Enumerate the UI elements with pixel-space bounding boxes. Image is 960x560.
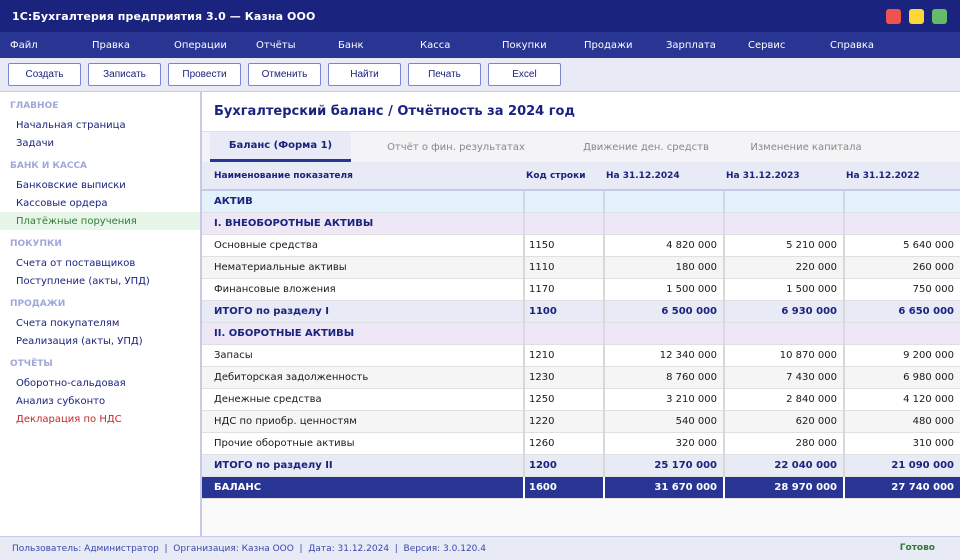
table-row[interactable] xyxy=(202,432,960,454)
cell-2023: 620 000 xyxy=(724,410,844,432)
cell-2022: 4 120 000 xyxy=(844,388,960,410)
cell-2022: 750 000 xyxy=(844,278,960,300)
sidebar-item-trial-balance[interactable]: Оборотно-сальдовая xyxy=(16,377,126,389)
cell-2024: 25 170 000 xyxy=(604,454,724,476)
cell-2022 xyxy=(844,190,960,212)
sidebar-group-reports: ОТЧЁТЫ xyxy=(10,359,53,369)
print-button[interactable]: Печать xyxy=(408,63,481,86)
tab-balance[interactable]: Баланс (Форма 1) xyxy=(210,132,351,162)
toolbar xyxy=(0,58,960,92)
sidebar-group-main: ГЛАВНОЕ xyxy=(10,101,59,111)
tab-capital-changes[interactable]: Изменение капитала xyxy=(750,141,862,153)
cell-2023 xyxy=(724,190,844,212)
cell-2024: 320 000 xyxy=(604,432,724,454)
sidebar-item-home[interactable]: Начальная страница xyxy=(16,119,126,131)
cell-2023: 10 870 000 xyxy=(724,344,844,366)
cell-2023: 6 930 000 xyxy=(724,300,844,322)
cell-2023: 220 000 xyxy=(724,256,844,278)
cell-code xyxy=(524,212,604,234)
table-section-row xyxy=(202,212,960,234)
sidebar-item-customer-invoices[interactable]: Счета покупателям xyxy=(16,317,120,329)
find-button[interactable]: Найти xyxy=(328,63,401,86)
sidebar-item-cash-orders[interactable]: Кассовые ордера xyxy=(16,197,108,209)
table-row[interactable] xyxy=(202,234,960,256)
cell-code: 1110 xyxy=(524,256,604,278)
table-header-row xyxy=(202,162,960,190)
sidebar-item-sales-docs[interactable]: Реализация (акты, УПД) xyxy=(16,335,143,347)
cell-name: II. ОБОРОТНЫЕ АКТИВЫ xyxy=(202,322,524,344)
cell-2024: 12 340 000 xyxy=(604,344,724,366)
table-balance-row[interactable] xyxy=(202,476,960,498)
cell-2024 xyxy=(604,212,724,234)
cell-2022 xyxy=(844,212,960,234)
cell-2024: 1 500 000 xyxy=(604,278,724,300)
cell-2023 xyxy=(724,212,844,234)
table-row[interactable] xyxy=(202,256,960,278)
cell-2024: 6 500 000 xyxy=(604,300,724,322)
tab-financial-results[interactable]: Отчёт о фин. результатах xyxy=(387,141,525,153)
cell-2022: 27 740 000 xyxy=(844,476,960,498)
create-button[interactable]: Создать xyxy=(8,63,81,86)
cell-2024: 4 820 000 xyxy=(604,234,724,256)
cell-name: АКТИВ xyxy=(202,190,524,212)
menu-bar xyxy=(0,32,960,58)
cell-2022: 260 000 xyxy=(844,256,960,278)
cell-code: 1150 xyxy=(524,234,604,256)
sidebar-item-payment-orders[interactable]: Платёжные поручения xyxy=(0,212,200,230)
column-header-name: Наименование показателя xyxy=(202,162,524,190)
menu-purchases[interactable]: Покупки xyxy=(502,39,547,51)
cell-2023: 2 840 000 xyxy=(724,388,844,410)
table-row[interactable] xyxy=(202,388,960,410)
sidebar-item-tasks[interactable]: Задачи xyxy=(16,137,54,149)
cell-code: 1210 xyxy=(524,344,604,366)
cell-code: 1170 xyxy=(524,278,604,300)
report-tabs xyxy=(202,132,960,162)
cell-2022 xyxy=(844,322,960,344)
sidebar-item-supplier-invoices[interactable]: Счета от поставщиков xyxy=(16,257,136,269)
column-header-2022: На 31.12.2022 xyxy=(844,162,960,190)
cell-code: 1250 xyxy=(524,388,604,410)
cell-code: 1220 xyxy=(524,410,604,432)
table-total-row[interactable] xyxy=(202,300,960,322)
menu-operations[interactable]: Операции xyxy=(174,39,227,51)
menu-help[interactable]: Справка xyxy=(830,39,875,51)
cell-2023: 7 430 000 xyxy=(724,366,844,388)
maximize-icon[interactable] xyxy=(932,9,947,24)
cell-name: Прочие оборотные активы xyxy=(202,432,524,454)
menu-file[interactable]: Файл xyxy=(10,39,38,51)
window-title: 1С:Бухгалтерия предприятия 3.0 — Казна ООО xyxy=(12,9,316,23)
table-row[interactable] xyxy=(202,344,960,366)
cell-2023 xyxy=(724,322,844,344)
cell-name: Денежные средства xyxy=(202,388,524,410)
minimize-icon[interactable] xyxy=(909,9,924,24)
cell-name: Финансовые вложения xyxy=(202,278,524,300)
cell-name: Нематериальные активы xyxy=(202,256,524,278)
menu-bank[interactable]: Банк xyxy=(338,39,364,51)
balance-table xyxy=(202,162,960,499)
cell-2023: 1 500 000 xyxy=(724,278,844,300)
table-total-row[interactable] xyxy=(202,454,960,476)
sidebar-group-purchases: ПОКУПКИ xyxy=(10,239,62,249)
cell-2022: 21 090 000 xyxy=(844,454,960,476)
cell-code: 1260 xyxy=(524,432,604,454)
excel-button[interactable]: Excel xyxy=(488,63,561,86)
cell-name: I. ВНЕОБОРОТНЫЕ АКТИВЫ xyxy=(202,212,524,234)
sidebar-item-vat-declaration[interactable]: Декларация по НДС xyxy=(16,413,122,425)
window-controls xyxy=(886,9,947,24)
cell-2022: 9 200 000 xyxy=(844,344,960,366)
cell-2022: 5 640 000 xyxy=(844,234,960,256)
cell-name: ИТОГО по разделу II xyxy=(202,454,524,476)
sidebar xyxy=(0,92,202,536)
close-icon[interactable] xyxy=(886,9,901,24)
cell-name: НДС по приобр. ценностям xyxy=(202,410,524,432)
main-content xyxy=(202,92,960,536)
menu-cash[interactable]: Касса xyxy=(420,39,451,51)
table-body xyxy=(202,190,960,498)
cell-name: Основные средства xyxy=(202,234,524,256)
sidebar-item-bank-statements[interactable]: Банковские выписки xyxy=(16,179,126,191)
cell-2024: 180 000 xyxy=(604,256,724,278)
cell-2022: 480 000 xyxy=(844,410,960,432)
cancel-button[interactable]: Отменить xyxy=(248,63,321,86)
cell-2023: 280 000 xyxy=(724,432,844,454)
column-header-code: Код строки xyxy=(524,162,604,190)
column-header-2023: На 31.12.2023 xyxy=(724,162,844,190)
cell-name: БАЛАНС xyxy=(202,476,524,498)
cell-2022: 6 650 000 xyxy=(844,300,960,322)
cell-2023: 5 210 000 xyxy=(724,234,844,256)
sidebar-item-receipts[interactable]: Поступление (акты, УПД) xyxy=(16,275,150,287)
page-title: Бухгалтерский баланс / Отчётность за 2024 год xyxy=(202,92,960,132)
menu-service[interactable]: Сервис xyxy=(748,39,786,51)
menu-edit[interactable]: Правка xyxy=(92,39,131,51)
cell-2022: 6 980 000 xyxy=(844,366,960,388)
cell-code: 1200 xyxy=(524,454,604,476)
cell-name: ИТОГО по разделу I xyxy=(202,300,524,322)
cell-2024: 31 670 000 xyxy=(604,476,724,498)
cell-code: 1100 xyxy=(524,300,604,322)
sidebar-group-sales: ПРОДАЖИ xyxy=(10,299,66,309)
cell-code: 1600 xyxy=(524,476,604,498)
post-button[interactable]: Провести xyxy=(168,63,241,86)
status-ready: Готово xyxy=(899,543,935,553)
table-row[interactable] xyxy=(202,278,960,300)
cell-2024: 540 000 xyxy=(604,410,724,432)
cell-code xyxy=(524,190,604,212)
cell-2023: 22 040 000 xyxy=(724,454,844,476)
title-bar xyxy=(0,0,960,32)
sidebar-group-bank: БАНК И КАССА xyxy=(10,161,88,171)
cell-code: 1230 xyxy=(524,366,604,388)
tab-cash-flow[interactable]: Движение ден. средств xyxy=(583,141,709,153)
cell-2024: 8 760 000 xyxy=(604,366,724,388)
cell-name: Запасы xyxy=(202,344,524,366)
cell-code xyxy=(524,322,604,344)
table-section-row xyxy=(202,190,960,212)
cell-name: Дебиторская задолженность xyxy=(202,366,524,388)
status-bar xyxy=(0,536,960,560)
cell-2024: 3 210 000 xyxy=(604,388,724,410)
cell-2024 xyxy=(604,322,724,344)
table-section-row xyxy=(202,322,960,344)
cell-2022: 310 000 xyxy=(844,432,960,454)
sidebar-item-subconto-analysis[interactable]: Анализ субконто xyxy=(16,395,106,407)
save-button[interactable]: Записать xyxy=(88,63,161,86)
column-header-2024: На 31.12.2024 xyxy=(604,162,724,190)
menu-sales[interactable]: Продажи xyxy=(584,39,633,51)
menu-reports[interactable]: Отчёты xyxy=(256,39,296,51)
table-row[interactable] xyxy=(202,410,960,432)
table-row[interactable] xyxy=(202,366,960,388)
cell-2024 xyxy=(604,190,724,212)
menu-salary[interactable]: Зарплата xyxy=(666,39,716,51)
cell-2023: 28 970 000 xyxy=(724,476,844,498)
status-text: Пользователь: Администратор | Организация: Казна ООО | Дата: 31.12.2024 | Версия: 3.0.120.4 xyxy=(12,543,486,554)
